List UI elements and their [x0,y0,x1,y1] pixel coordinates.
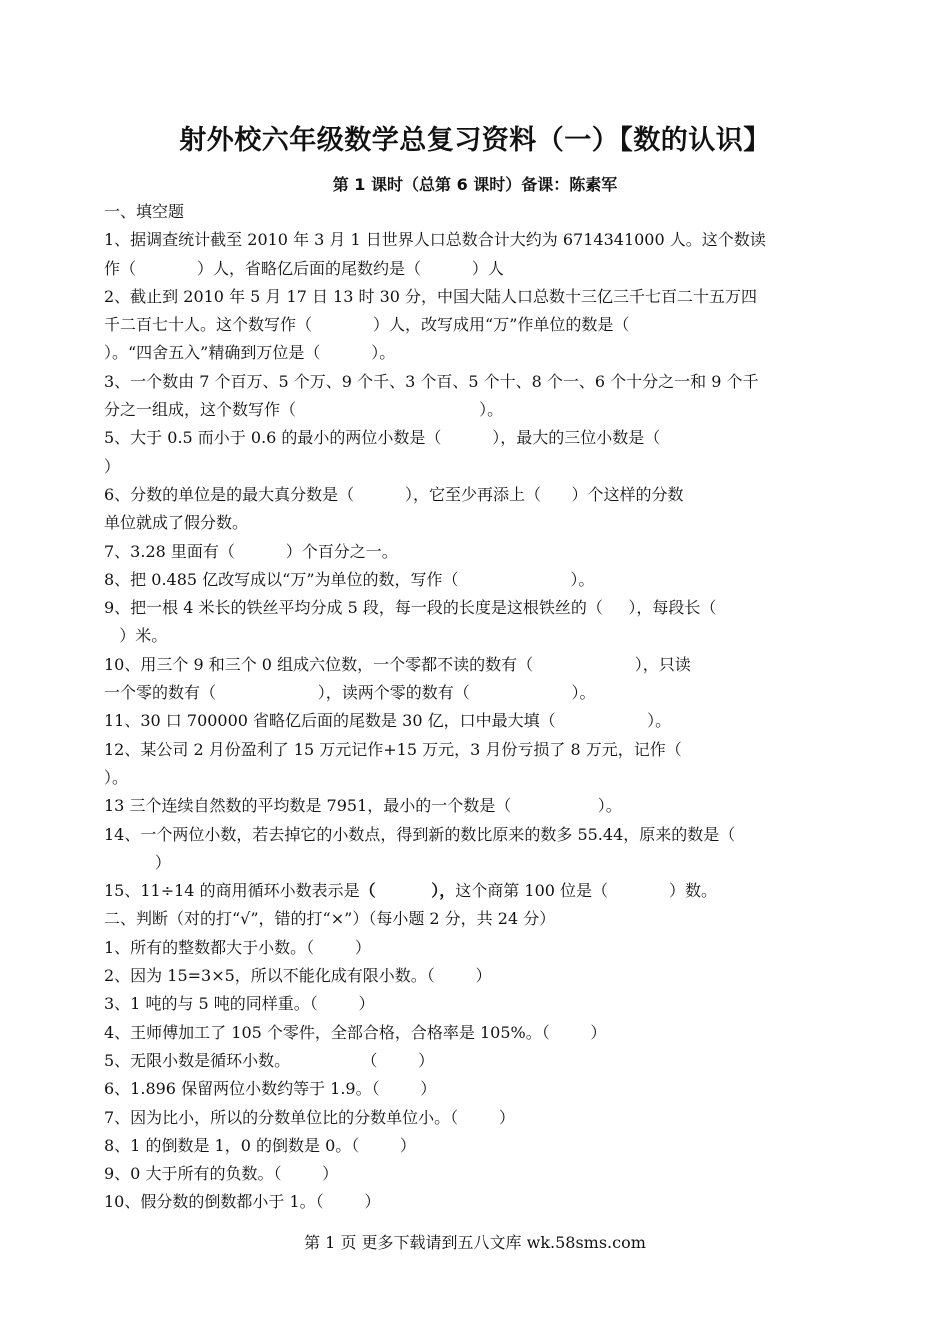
judge-item: 1、所有的整数都大于小数。（ ） [104,937,371,957]
question-15-bold-blank: （ ）， [359,881,456,901]
question-line: 一个零的数有（ ），读两个零的数有（ ）。 [104,683,596,703]
question-line: 千二百七十人。这个数写作（ ）人，改写成用“万”作单位的数是（ [104,315,630,335]
question-line-15 [104,877,844,905]
question-line: 14、一个两位小数，若去掉它的小数点，得到新的数比原来的数多 55.44，原来的数是（ [104,824,736,844]
question-line: 9、把一根 4 米长的铁丝平均分成 5 段，每一段的长度是这根铁丝的（ ），每段长（ [104,598,717,618]
question-line: 6、分数的单位是的最大真分数是（ ），它至少再添上（ ）个这样的分数 [104,484,684,504]
judge-item: 8、1 的倒数是 1，0 的倒数是 0。（ ） [104,1135,416,1155]
question-line: 8、把 0.485 亿改写成以“万”为单位的数，写作（ ）。 [104,569,595,589]
question-line: 11、30 口 700000 省略亿后面的尾数是 30 亿，口中最大填（ ）。 [104,711,672,731]
question-line: 10、用三个 9 和三个 0 组成六位数，一个零都不读的数有（ ），只读 [104,654,691,674]
question-line: 13 三个连续自然数的平均数是 7951，最小的一个数是（ ）。 [104,796,622,816]
judge-item: 4、王师傅加工了 105 个零件，全部合格，合格率是 105%。（ ） [104,1022,607,1042]
page-subtitle: 第 1 课时（总第 6 课时）备课：陈素军 [332,175,618,194]
judge-item: 7、因为比小，所以的分数单位比的分数单位小。（ ） [104,1107,515,1127]
question-line: 2、截止到 2010 年 5 月 17 日 13 时 30 分，中国大陆人口总数十三亿三千七百二十五万四 [104,286,758,306]
judge-item: 9、0 大于所有的负数。（ ） [104,1164,339,1184]
section-heading-fill-blank: 一、填空题 [104,202,185,221]
question-line: ）米。 [104,626,168,646]
question-line: ）。 [104,767,129,787]
question-line: 1、据调查统计截至 2010 年 3 月 1 日世界人口总数合计大约为 6714341000 人。这个数读 [104,230,766,250]
judge-item: 5、无限小数是循环小数。 （ ） [104,1050,435,1070]
judge-item: 10、假分数的倒数都小于 1。（ ） [104,1192,381,1212]
question-line: 作（ ）人，省略亿后面的尾数约是（ ）人 [104,258,504,278]
question-line: ） [104,852,171,872]
question-line: 单位就成了假分数。 [104,513,249,533]
question-line: 7、3.28 里面有（ ）个百分之一。 [104,541,398,561]
judge-item: 2、因为 15=3×5，所以不能化成有限小数。（ ） [104,966,492,986]
question-15-rest: 这个商第 100 位是（ ）数。 [455,881,718,901]
page-title: 射外校六年级数学总复习资料（一）【数的认识】 [179,125,771,156]
question-line: 分之一组成，这个数写作（ ）。 [104,400,504,420]
section-heading-judge: 二、判断（对的打“√”，错的打“×”）（每小题 2 分，共 24 分） [104,909,556,929]
question-line: 12、某公司 2 月份盈利了 15 万元记作+15 万元，3 月份亏损了 8 万元，记作（ [104,739,682,759]
question-15-text: 15、11÷14 的商用循环小数表示是 [104,881,360,901]
judge-item: 3、1 吨的与 5 吨的同样重。（ ） [104,994,375,1014]
judge-item: 6、1.896 保留两位小数约等于 1.9。（ ） [104,1079,437,1099]
document-body [104,198,844,1217]
page-footer: 第 1 页 更多下载请到五八文库 wk.58sms.com [304,1233,646,1252]
question-line: ） [104,456,121,476]
question-line: ）。“四舍五入”精确到万位是（ ）。 [104,343,396,363]
question-line: 3、一个数由 7 个百万、5 个万、9 个千、3 个百、5 个十、8 个一、6 个十分之一和 9 个千 [104,371,759,391]
question-line: 5、大于 0.5 而小于 0.6 的最小的两位小数是（ ），最大的三位小数是（ [104,428,661,448]
